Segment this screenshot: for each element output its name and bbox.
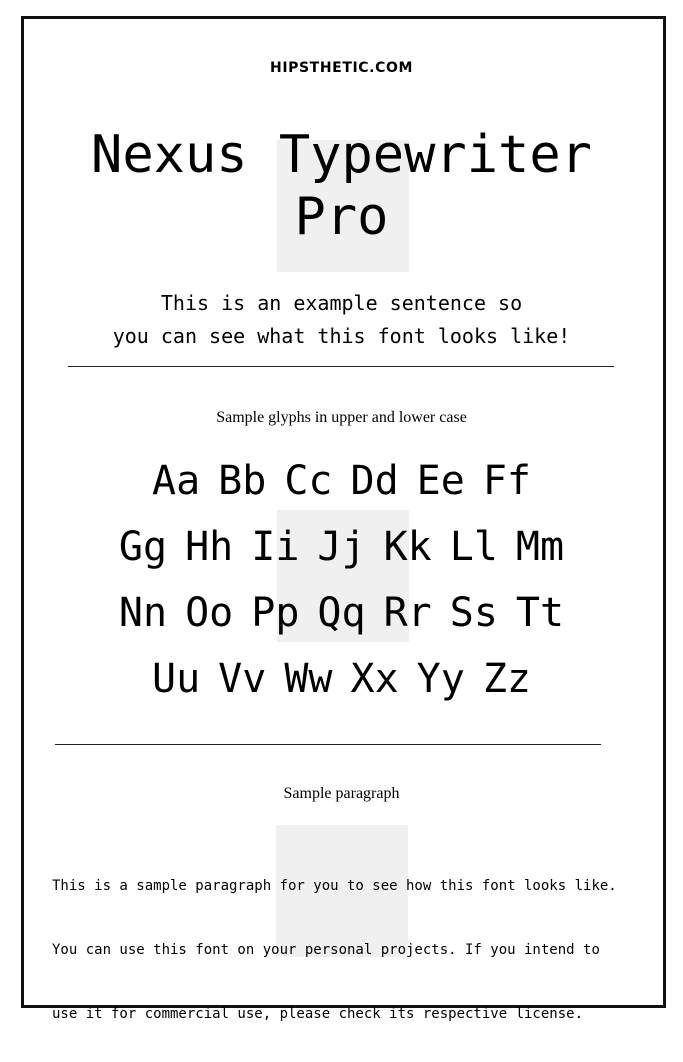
sample-paragraph-line-3: use it for commercial use, please check its respective license. xyxy=(52,1006,584,1022)
glyph-pair: Uu xyxy=(151,656,201,702)
divider xyxy=(55,744,601,745)
glyph-pair: Zz xyxy=(482,656,532,702)
glyph-row xyxy=(0,514,683,580)
glyph-pair: Yy xyxy=(416,656,465,702)
glyph-row xyxy=(0,580,683,646)
glyph-pair: Oo xyxy=(185,590,234,636)
glyph-pair: Gg xyxy=(118,524,168,570)
glyphs-section-label: Sample glyphs in upper and lower case xyxy=(216,409,467,426)
glyph-pair: Dd xyxy=(350,458,399,504)
glyph-pair: Ll xyxy=(449,524,498,570)
glyph-pair: Ii xyxy=(251,524,300,570)
glyph-pair: Jj xyxy=(317,524,366,570)
example-sentence-line-2: you can see what this font looks like! xyxy=(112,324,571,348)
sample-paragraph xyxy=(52,838,652,1062)
glyph-pair: Nn xyxy=(118,590,168,636)
glyph-pair: Xx xyxy=(350,656,399,702)
sample-paragraph-line-1: This is a sample paragraph for you to see how this font looks like. xyxy=(52,878,617,894)
glyph-pair: Cc xyxy=(284,458,333,504)
font-title-line-1: Nexus Typewriter xyxy=(91,125,592,185)
example-sentence xyxy=(0,287,683,353)
glyph-pair: Ee xyxy=(416,458,465,504)
glyph-pair: Kk xyxy=(383,524,432,570)
glyph-row xyxy=(0,448,683,514)
sample-paragraph-line-2: You can use this font on your personal projects. If you intend to xyxy=(52,942,600,958)
glyph-pair: Mm xyxy=(515,524,565,570)
paragraph-section-label: Sample paragraph xyxy=(283,785,400,802)
glyph-pair: Rr xyxy=(383,590,432,636)
divider xyxy=(68,366,614,367)
glyph-pair: Pp xyxy=(251,590,300,636)
glyph-pair: Ss xyxy=(449,590,498,636)
glyph-pair: Tt xyxy=(515,590,565,636)
font-title xyxy=(0,124,683,248)
glyph-pair: Ww xyxy=(284,656,333,702)
glyph-sample-grid xyxy=(0,448,683,712)
example-sentence-line-1: This is an example sentence so xyxy=(160,291,523,315)
glyph-pair: Vv xyxy=(218,656,267,702)
glyph-pair: Bb xyxy=(218,458,267,504)
site-name[interactable]: HIPSTHETIC.COM xyxy=(270,60,413,76)
glyph-pair: Qq xyxy=(317,590,366,636)
glyph-pair: Hh xyxy=(185,524,234,570)
font-title-line-2: Pro xyxy=(294,187,389,247)
glyph-pair: Aa xyxy=(151,458,201,504)
glyph-row xyxy=(0,646,683,712)
glyph-pair: Ff xyxy=(482,458,532,504)
